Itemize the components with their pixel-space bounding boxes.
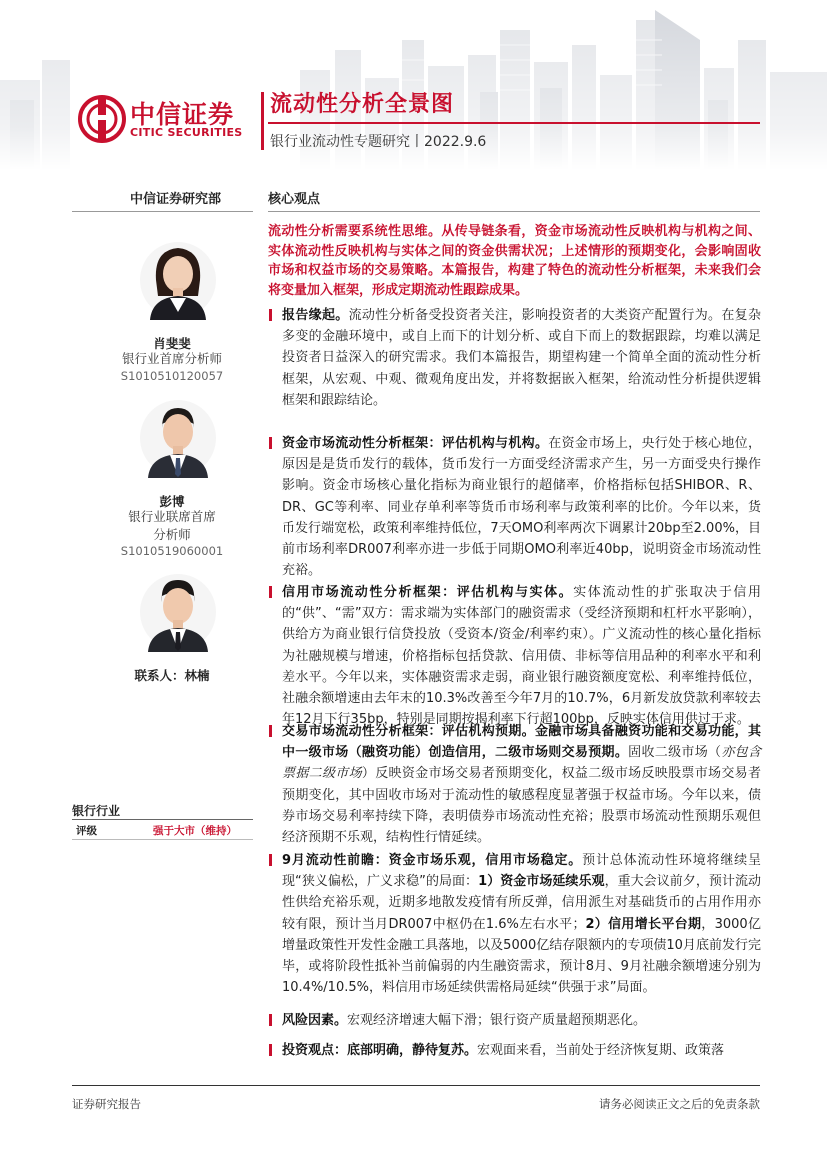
text-segment: 风险因素。 bbox=[282, 1013, 348, 1028]
bullet-text bbox=[282, 305, 761, 411]
main-divider bbox=[268, 211, 760, 212]
text-segment: 信用市场流动性分析框架：评估机构与实体。 bbox=[282, 585, 574, 600]
text-segment: 2）信用增长平台期 bbox=[585, 916, 702, 932]
text-segment: 在资金市场上，央行处于核心地位，原因是是货币发行的载体，货币发行一方面受经济需求产生，另一方面受央行操作影响。资金市场核心量化指标为商业银行的超储率，价格指标包括SHIBOR、R、DR、GC等利率、同业存单利率等货币市场利率与政策利率的比价。今年以来，货币发行端宽松，政策利率维持低位，7天OMO利率两次下调累计20bp至2.00%，目前市场利率DR007利率亦进一步低于同期OMO利率近40bp，说明资金市场流动性充裕。 bbox=[282, 436, 761, 579]
report-subtitle: 银行业流动性专题研究丨2022.9.6 bbox=[270, 134, 487, 150]
bullet-september-outlook bbox=[268, 850, 761, 998]
text-segment: 宏观面来看，当前处于经济恢复期、政策落 bbox=[477, 1043, 725, 1058]
bullet-marker bbox=[269, 854, 272, 866]
text-segment: 预计总体流动性环境将继续呈现“狭义偏松，广义求稳”的局面： bbox=[282, 853, 761, 890]
bullet-text bbox=[282, 582, 761, 730]
bullet-credit-market bbox=[268, 582, 761, 730]
analyst-photo-female bbox=[140, 240, 216, 320]
footer-divider bbox=[72, 1085, 760, 1086]
text-segment: 流动性分析备受投资者关注，影响投资者的大类资产配置行为。在复杂多变的金融环境中，或自上而下的计划分析、或自下而上的数据跟踪，均难以满足投资者日益深入的研究需求。我们本篇报告，期望构建一个简单全面的流动性分析框架，从宏观、中观、微观角度出发，并将数据嵌入框架，给流动性分析提供逻辑框架和跟踪结论。 bbox=[282, 308, 761, 408]
rating-value: 强于大市（维持） bbox=[153, 825, 237, 837]
text-segment: ，3000亿增量政策性开发性金融工具落地，以及5000亿结存限额内的专项债10月底前发行完毕，或将阶段性抵补当前偏弱的内生融资需求，预计8月、9月社融余额增速分别为10.4%/10.5%，料信用市场延续供需格局延续“供强于求”局面。 bbox=[282, 916, 761, 996]
report-title: 流动性分析全景图 bbox=[270, 92, 455, 117]
text-segment: 实体流动性的扩张取决于信用的“供”、“需”双方：需求端为实体部门的融资需求（受经济预期和杠杆水平影响），供给方为商业银行信贷投放（受资本/资金/利率约束）。广义流动性的核心量化指标为社融规模与增速，价格指标包括贷款、信用债、非标等信用品种的利率水平和利差水平。今年以来，实体融资需求走弱，商业银行融资额度宽松、利率维持低位，社融余额增速由去年末的10.3%改善至今年7月的10.7%，6月新发放贷款利率较去年12月下行35bp，特别是同期按揭利率下行超100bp，反映实体信用供过于求。 bbox=[282, 585, 761, 728]
industry-label: 银行行业 bbox=[72, 804, 121, 818]
analyst-1-name: 肖斐斐 bbox=[153, 336, 191, 351]
contact-name: 联系人：林楠 bbox=[134, 668, 210, 683]
analyst-2-role-line-2: 分析师 bbox=[153, 527, 191, 542]
text-segment: ）反映资金市场交易者预期变化，权益二级市场反映股票市场交易者预期变化，其中固收市场对于流动性的敏感程度显著强于权益市场。今年以来，债券市场交易利率持续下降，表明债券市场流动性充裕；股票市场流动性预期乐观但经济预期不乐观，结构性行情延续。 bbox=[282, 766, 761, 846]
section-title: 核心观点 bbox=[268, 192, 321, 207]
footer-disclaimer: 请务必阅读正文之后的免责条款 bbox=[599, 1097, 760, 1111]
text-segment: 固收二级市场（ bbox=[628, 745, 722, 761]
bullet-marker bbox=[269, 437, 272, 449]
bullet-marker bbox=[269, 725, 272, 737]
text-segment: ，重大会议前夕，预计流动性供给充裕乐观，近期多地散发疫情有所反弹，信用派生对基础货币的占用作用亦较有限，预计当月DR007中枢仍在1.6%左右水平； bbox=[282, 874, 761, 932]
analyst-1-code: S1010510120057 bbox=[120, 369, 224, 383]
text-segment: 投资观点：底部明确，静待复苏。 bbox=[282, 1043, 478, 1058]
title-divider bbox=[268, 122, 760, 124]
bullet-marker bbox=[269, 586, 272, 598]
research-dept-label: 中信证券研究部 bbox=[130, 192, 222, 207]
analyst-photo-male bbox=[140, 398, 216, 478]
analyst-1-role: 银行业首席分析师 bbox=[121, 351, 222, 366]
bullet-marker bbox=[269, 309, 272, 321]
text-segment: 亦包含票据二级市场 bbox=[282, 745, 761, 782]
summary-paragraph: 流动性分析需要系统性思维。从传导链条看，资金市场流动性反映机构与机构之间、实体流动性反映机构与实体之间的资金供需状况；上述情形的预期变化，会影响固收市场和权益市场的交易策略。本篇报告，构建了特色的流动性分析框架，未来我们会将变量加入框架，形成定期流动性跟踪成果。 bbox=[268, 224, 761, 298]
bullet-marker bbox=[269, 1044, 272, 1056]
bullet-text bbox=[282, 1040, 761, 1061]
bullet-text bbox=[282, 1010, 761, 1031]
bullet-text bbox=[282, 721, 761, 848]
bullet-marker bbox=[269, 1014, 272, 1026]
text-segment: 交易市场流动性分析框架：评估机构预期。金融市场具备融资功能和交易功能，其中一级市场（融资功能）创造信用，二级市场则交易预期。 bbox=[282, 724, 761, 761]
industry-divider bbox=[72, 819, 253, 820]
bullet-text bbox=[282, 850, 761, 998]
analyst-2-code: S1010519060001 bbox=[120, 544, 224, 558]
text-segment: 9月流动性前瞻：资金市场乐观，信用市场稳定。 bbox=[282, 853, 583, 868]
analyst-2-role-line-1: 银行业联席首席 bbox=[128, 509, 216, 524]
bullet-report-origin bbox=[268, 305, 761, 411]
analyst-2-name: 彭博 bbox=[159, 494, 185, 509]
bullet-text bbox=[282, 433, 761, 581]
sidebar-divider bbox=[72, 211, 253, 212]
bullet-investment-view bbox=[268, 1040, 761, 1061]
brand-name-cn: 中信证券 bbox=[130, 100, 235, 129]
text-segment: 宏观经济增速大幅下滑；银行资产质量超预期恶化。 bbox=[347, 1013, 647, 1028]
brand-name-en: CITIC SECURITIES bbox=[130, 126, 243, 139]
footer-report-type: 证券研究报告 bbox=[72, 1097, 141, 1111]
bullet-trading-market bbox=[268, 721, 761, 848]
rating-label: 评级 bbox=[76, 825, 97, 837]
title-accent-bar bbox=[261, 92, 264, 150]
bullet-money-market bbox=[268, 433, 761, 581]
bullet-risk-factors bbox=[268, 1010, 761, 1031]
contact-photo-male bbox=[140, 572, 216, 652]
text-segment: 1）资金市场延续乐观 bbox=[478, 874, 605, 890]
rating-divider bbox=[72, 839, 253, 840]
text-segment: 报告缘起。 bbox=[282, 308, 349, 323]
text-segment: 资金市场流动性分析框架：评估机构与机构。 bbox=[282, 436, 549, 451]
